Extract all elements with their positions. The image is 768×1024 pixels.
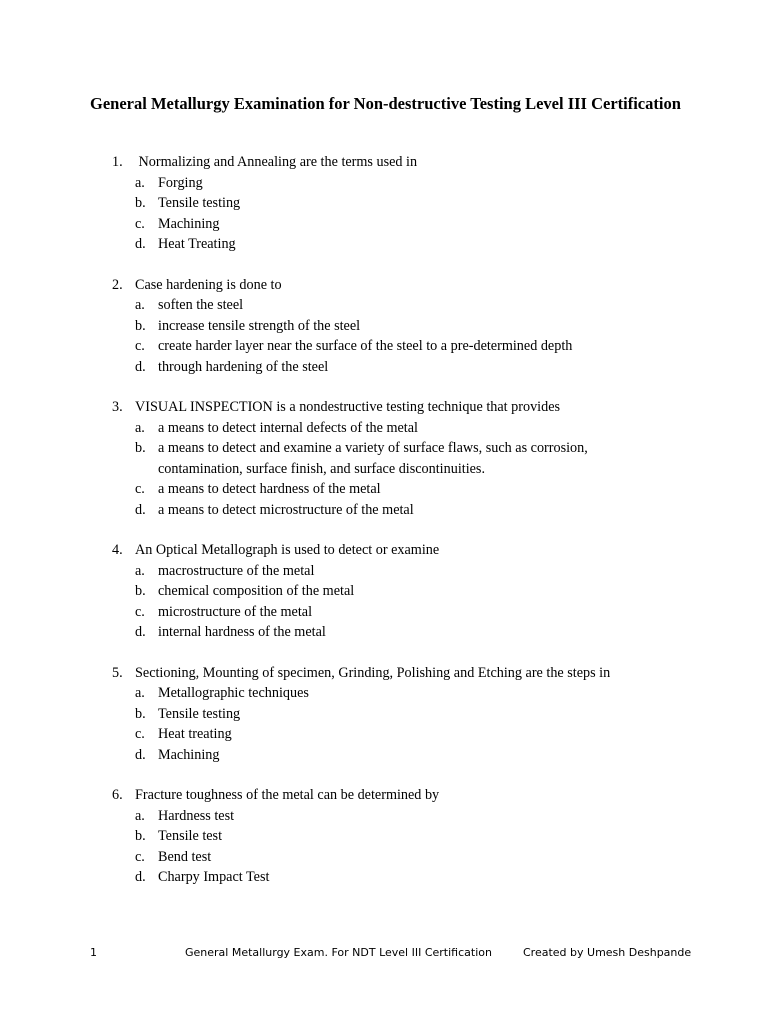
question-stem [0,785,768,806]
option-text: increase tensile strength of the steel [158,317,361,334]
option-letter: c. [135,338,145,354]
footer-author: Created by Umesh Deshpande [523,946,692,959]
answer-option [0,704,768,725]
page-title: General Metallurgy Examination for Non-destructive Testing Level III Certification [90,94,681,113]
answer-option [0,295,768,316]
option-text: create harder layer near the surface of the steel to a pre-determined depth [158,338,573,354]
question-5 [0,663,768,766]
option-text: Tensile testing [158,705,241,722]
option-text: Tensile test [158,828,223,844]
option-letter: b. [135,195,146,211]
option-text: internal hardness of the metal [158,624,326,640]
answer-option [0,683,768,704]
option-letter: c. [135,481,145,497]
option-letter: a. [135,419,145,436]
option-text: a means to detect microstructure of the metal [158,501,414,518]
option-text: through hardening of the steel [158,358,329,375]
question-text: Case hardening is done to [135,276,282,293]
answer-option [0,316,768,337]
answer-option [0,336,768,357]
option-text: soften the steel [158,297,244,313]
question-stem [0,663,768,684]
answer-option [0,867,768,888]
answer-option [0,581,768,602]
option-letter: a. [135,685,145,701]
option-text: microstructure of the metal [158,603,313,620]
page-number: 1 [90,946,97,959]
option-letter: d. [135,358,146,375]
option-text: Bend test [158,848,212,865]
question-text: VISUAL INSPECTION is a nondestructive testing technique that provides [135,399,561,415]
question-stem [0,397,768,418]
answer-option [0,500,768,521]
footer-title: General Metallurgy Exam. For NDT Level III Certification [185,946,492,959]
question-number: 4. [112,542,123,558]
option-letter: a. [135,562,145,579]
option-letter: a. [135,807,145,824]
question-2 [0,275,768,378]
question-text: Fracture toughness of the metal can be determined by [135,787,440,803]
answer-option [0,826,768,847]
answer-option [0,479,768,500]
option-text: Charpy Impact Test [158,869,270,885]
option-letter: b. [135,705,146,722]
question-1 [0,152,768,255]
option-letter: a. [135,297,145,313]
answer-option [0,806,768,827]
answer-option [0,561,768,582]
question-number: 3. [112,399,123,415]
question-3 [0,397,768,520]
option-letter: d. [135,501,146,518]
option-text: a means to detect internal defects of the metal [158,419,418,436]
option-letter: c. [135,603,145,620]
question-stem [0,152,768,173]
question-text: An Optical Metallograph is used to detect or examine [135,542,440,558]
option-letter: c. [135,848,145,865]
option-text: macrostructure of the metal [158,562,315,579]
option-text: Machining [158,215,220,232]
answer-option [0,724,768,745]
option-letter: b. [135,440,146,456]
answer-option [0,193,768,214]
option-text: chemical composition of the metal [158,583,355,599]
option-text: Hardness test [158,807,235,824]
answer-option [0,418,768,439]
option-text: Heat Treating [158,236,236,252]
answer-option [0,602,768,623]
option-letter: c. [135,215,145,232]
answer-option [0,234,768,255]
question-number: 1. [112,154,123,170]
answer-option [0,847,768,868]
option-letter: d. [135,624,146,640]
option-letter: d. [135,746,146,763]
question-stem [0,540,768,561]
option-letter: c. [135,726,145,742]
question-stem [0,275,768,296]
option-text: Heat treating [158,726,232,742]
question-text: Normalizing and Annealing are the terms used in [135,154,418,170]
option-text: Metallographic techniques [158,685,309,701]
question-number: 5. [112,664,123,681]
option-text: Machining [158,746,220,763]
question-text: Sectioning, Mounting of specimen, Grinding, Polishing and Etching are the steps in [135,664,611,681]
option-text: a means to detect hardness of the metal [158,481,381,497]
answer-option [0,438,768,479]
option-letter: b. [135,828,146,844]
option-letter: b. [135,317,146,334]
answer-option [0,622,768,643]
question-number: 6. [112,787,123,803]
option-letter: b. [135,583,146,599]
page-footer [0,945,768,965]
answer-option [0,357,768,378]
option-letter: d. [135,869,146,885]
option-letter: d. [135,236,146,252]
answer-option [0,173,768,194]
option-text: Tensile testing [158,195,241,211]
answer-option [0,214,768,235]
question-4 [0,540,768,643]
option-text: Forging [158,174,203,191]
question-number: 2. [112,276,123,293]
answer-option [0,745,768,766]
option-letter: a. [135,174,145,191]
question-list [0,152,768,908]
option-text: a means to detect and examine a variety of surface flaws, such as corrosion, contamination, surface finish, and surface discontinuities. [158,440,588,477]
question-6 [0,785,768,888]
